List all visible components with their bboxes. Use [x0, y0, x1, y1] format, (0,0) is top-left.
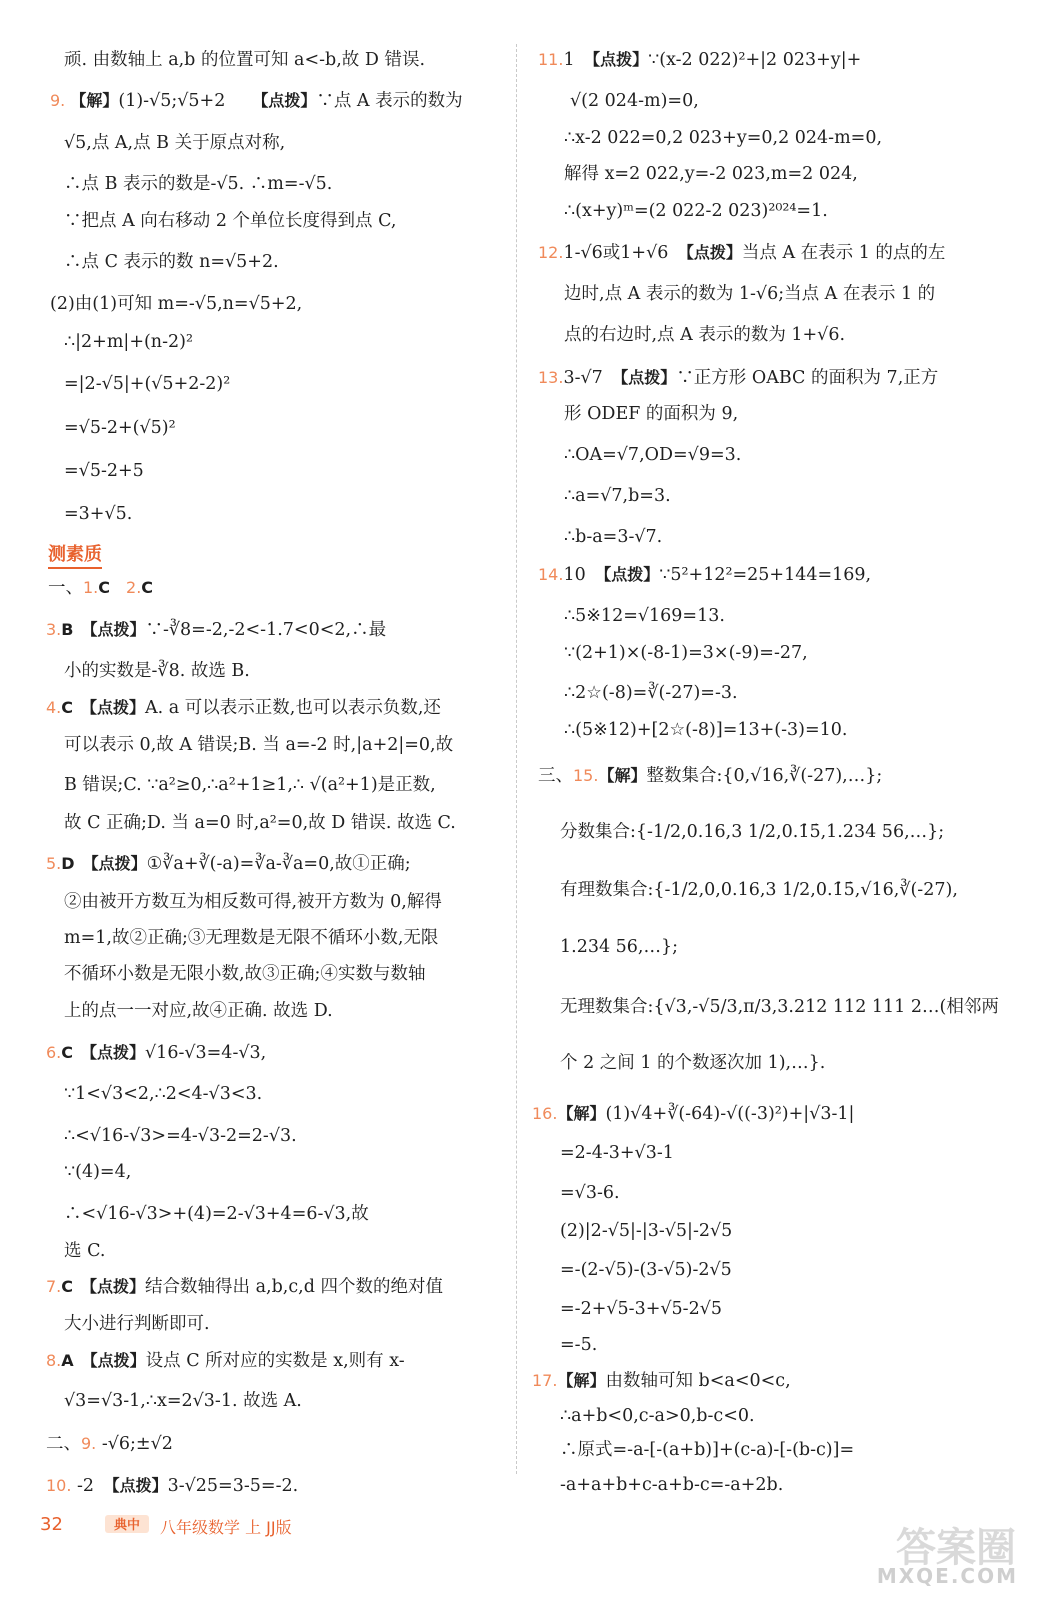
text-line	[64, 459, 144, 483]
column-divider	[516, 44, 517, 1474]
text-segment: =-(2-√5)-(3-√5)-2√5	[560, 1260, 732, 1280]
text-segment: 由数轴可知 b<a<0<c,	[605, 1371, 791, 1391]
text-line	[538, 48, 861, 72]
note-tag: 【点拨】	[89, 1043, 146, 1062]
text-segment: ∵把点 A 向右移动 2 个单位长度得到点 C,	[64, 211, 397, 231]
text-line	[560, 1051, 825, 1075]
text-segment: 解得 x=2 022,y=-2 023,m=2 024,	[564, 164, 858, 184]
text-line	[46, 852, 411, 876]
text-line	[560, 1219, 732, 1243]
text-segment: 结合数轴得出 a,b,c,d 四个数的绝对值	[145, 1277, 443, 1297]
watermark-logo: 答案圈	[896, 1525, 1016, 1571]
text-line	[64, 773, 436, 797]
text-segment: √3=√3-1,∴x=2√3-1. 故选 A.	[64, 1391, 302, 1411]
text-line	[64, 1124, 297, 1148]
text-segment: ∵正方形 OABC 的面积为 7,正方	[676, 368, 939, 388]
text-segment: 无理数集合:{√3,-√5/3,π/3,3.212 112 111 2…(相邻两	[560, 997, 999, 1017]
text-segment: ∴5※12=√169=13.	[564, 606, 725, 626]
text-segment: 3-√7	[563, 368, 621, 388]
question-number: 16.	[532, 1104, 558, 1123]
text-line	[64, 330, 193, 354]
answer-letter: C	[141, 578, 154, 597]
text-segment: (2)由(1)可知 m=-√5,n=√5+2,	[50, 294, 303, 314]
text-segment: ∵-∛8=-2,-2<-1.7<0<2,∴最	[145, 620, 387, 640]
text-segment: =|2-√5|+(√5+2-2)²	[64, 374, 231, 394]
text-segment: =√5-2+5	[64, 461, 144, 481]
text-segment: 当点 A 在表示 1 的点的左	[741, 243, 946, 263]
text-segment: 小的实数是-∛8. 故选 B.	[64, 661, 250, 681]
text-segment: ∴a=√7,b=3.	[564, 486, 671, 506]
question-number: 12.	[538, 243, 564, 262]
text-segment: √(2 024-m)=0,	[570, 91, 699, 111]
note-tag: 【点拨】	[260, 91, 317, 110]
text-line	[64, 1160, 131, 1184]
answer-letter: C	[61, 698, 90, 717]
text-line	[564, 718, 848, 742]
text-segment: ∵(x-2 022)²+|2 023+y|+	[648, 50, 862, 70]
text-line	[560, 1438, 854, 1462]
text-line	[64, 890, 442, 914]
text-segment: A. a 可以表示正数,也可以表示负数,还	[145, 698, 441, 718]
text-segment: 形 ODEF 的面积为 9,	[564, 404, 739, 424]
text-line	[564, 681, 738, 705]
text-line	[64, 172, 332, 196]
text-segment: 一、	[48, 578, 83, 598]
note-tag: 【点拨】	[89, 1351, 146, 1370]
text-line	[560, 1181, 620, 1205]
text-segment: 点的右边时,点 A 表示的数为 1+√6.	[564, 325, 846, 345]
text-segment: ∴OA=√7,OD=√9=3.	[564, 445, 742, 465]
text-line	[46, 1041, 266, 1065]
text-segment: 有理数集合:{-1/2,0,0.16,3 1/2,0.1̇5̇,√16,∛(-27),	[560, 880, 958, 900]
text-line	[564, 162, 858, 186]
note-tag: 【点拨】	[89, 1277, 146, 1296]
note-tag: 【解】	[598, 766, 647, 785]
question-number: 2.	[126, 578, 142, 597]
text-segment: (1)-√5;√5+2	[118, 91, 261, 111]
text-line	[564, 282, 935, 306]
text-line	[560, 1297, 722, 1321]
text-line	[560, 995, 999, 1019]
text-segment: ∴原式=-a-[-(a+b)]+(c-a)-[-(b-c)]=	[560, 1440, 855, 1460]
question-number: 9.	[81, 1434, 97, 1453]
text-segment: 选 C.	[64, 1241, 106, 1261]
text-line	[64, 209, 396, 233]
note-tag: 【解】	[557, 1371, 606, 1390]
answer-letter: D	[61, 854, 91, 873]
text-line	[64, 733, 453, 757]
text-segment: ∴(5※12)+[2☆(-8)]=13+(-3)=10.	[564, 720, 848, 740]
text-segment: ①∛a+∛(-a)=∛a-∛a=0,故①正确;	[146, 854, 411, 874]
text-segment: ∴a+b<0,c-a>0,b-c<0.	[560, 1406, 755, 1426]
text-segment: ∴<√16-√3>=4-√3-2=2-√3.	[64, 1126, 297, 1146]
text-segment: 设点 C 所对应的实数是 x,则有 x-	[145, 1351, 405, 1371]
text-segment: 上的点一一对应,故④正确. 故选 D.	[64, 1001, 333, 1021]
text-line	[46, 696, 441, 720]
question-number: 5.	[46, 854, 62, 873]
text-segment: 二、	[46, 1434, 81, 1454]
text-segment: 分数集合:{-1/2,0.16,3 1/2,0.1̇5̇,1.234 56,…};	[560, 822, 945, 842]
text-line	[564, 323, 845, 347]
brand-logo-icon	[104, 1512, 150, 1536]
text-segment: ∵5²+12²=25+144=169,	[659, 565, 872, 585]
question-number: 6.	[46, 1043, 62, 1062]
watermark-url: MXQE.COM	[876, 1564, 1018, 1588]
text-segment: =-5.	[560, 1335, 598, 1355]
page-number: 32	[40, 1514, 63, 1535]
text-line	[532, 1102, 854, 1126]
question-number: 11.	[538, 50, 564, 69]
text-segment: =2-4-3+√3-1	[560, 1143, 674, 1163]
text-segment: 1-√6或1+√6	[563, 243, 686, 263]
answer-letter: C	[61, 1277, 90, 1296]
text-segment: √5,点 A,点 B 关于原点对称,	[64, 133, 286, 153]
answer-letter: C	[98, 578, 127, 597]
text-segment: (2)|2-√5|-|3-√5|-2√5	[560, 1221, 733, 1241]
text-line	[560, 935, 678, 959]
text-line	[532, 1369, 791, 1393]
text-segment: 1	[563, 50, 593, 70]
text-line	[64, 502, 132, 526]
text-line	[560, 1141, 674, 1165]
text-line	[48, 576, 153, 600]
question-number: 17.	[532, 1371, 558, 1390]
text-segment: (1)√4+∛(-64)-√((-3)²)+|√3-1|	[605, 1104, 855, 1124]
text-line	[564, 443, 741, 467]
text-line	[560, 820, 944, 844]
note-tag: 【点拨】	[685, 243, 742, 262]
text-line	[64, 416, 176, 440]
answer-letter: C	[61, 1043, 90, 1062]
text-segment: 不循环小数是无限小数,故③正确;④实数与数轴	[64, 964, 426, 984]
question-number: 15.	[573, 766, 599, 785]
text-segment: 个 2 之间 1 的个数逐次加 1),…}.	[560, 1053, 826, 1073]
text-segment: B 错误;C. ∵a²≥0,∴a²+1≥1,∴ √(a²+1)是正数,	[64, 775, 436, 795]
text-line	[538, 563, 871, 587]
note-tag: 【点拨】	[592, 50, 649, 69]
watermark	[834, 1510, 1024, 1590]
text-segment: 10	[563, 565, 604, 585]
text-segment: ∵点 A 表示的数为	[316, 91, 463, 111]
text-segment: ∴x-2 022=0,2 023+y=0,2 024-m=0,	[564, 128, 883, 148]
text-line	[564, 199, 828, 223]
text-segment: ∴<√16-√3>+(4)=2-√3+4=6-√3,故	[64, 1204, 369, 1224]
text-segment: -√6;±√2	[96, 1434, 173, 1454]
question-number: 1.	[83, 578, 99, 597]
question-number: 3.	[46, 620, 62, 639]
text-line	[64, 1239, 105, 1263]
text-line	[560, 1258, 732, 1282]
text-line	[64, 659, 250, 683]
text-line	[64, 1082, 262, 1106]
text-segment: ∵(4)=4,	[64, 1162, 132, 1182]
text-segment: 三、	[538, 766, 573, 786]
text-segment: ∴点 C 表示的数 n=√5+2.	[64, 252, 279, 272]
text-line	[570, 89, 699, 113]
text-line	[538, 241, 945, 265]
text-line	[46, 1474, 298, 1498]
note-tag: 【点拨】	[111, 1476, 168, 1495]
text-segment: -a+a+b+c-a+b-c=-a+2b.	[560, 1475, 784, 1495]
note-tag: 【解】	[70, 91, 119, 110]
text-segment: ∴b-a=3-√7.	[564, 527, 663, 547]
text-segment: ∵1<√3<2,∴2<4-√3<3.	[64, 1084, 263, 1104]
text-segment: 3-√25=3-5=-2.	[167, 1476, 299, 1496]
text-line	[564, 126, 882, 150]
text-line	[50, 292, 302, 316]
answer-letter: A	[61, 1351, 90, 1370]
text-segment: 故 C 正确;D. 当 a=0 时,a²=0,故 D 错误. 故选 C.	[64, 813, 456, 833]
text-segment: ∴(x+y)ᵐ=(2 022-2 023)²⁰²⁴=1.	[564, 201, 828, 221]
svg-text:典中: 典中	[113, 1518, 141, 1533]
text-segment: -2	[71, 1476, 112, 1496]
book-title: 八年级数学 上 JJ版	[160, 1518, 292, 1537]
text-line	[64, 131, 285, 155]
text-line	[50, 89, 463, 113]
text-segment: ∴点 B 表示的数是-√5. ∴m=-√5.	[64, 174, 333, 194]
text-line	[560, 1404, 755, 1428]
answer-letter: B	[61, 620, 90, 639]
note-tag: 【解】	[557, 1104, 606, 1123]
text-segment: √16-√3=4-√3,	[145, 1043, 267, 1063]
text-segment: 整数集合:{0,√16,∛(-27),…};	[646, 766, 883, 786]
text-line	[64, 1202, 369, 1226]
text-line	[46, 1432, 173, 1456]
text-line	[560, 1473, 783, 1497]
text-segment: 顽. 由数轴上 a,b 的位置可知 a<-b,故 D 错误.	[64, 50, 426, 70]
section-label: 测素质	[48, 540, 102, 569]
text-line	[64, 372, 230, 396]
text-line	[46, 1275, 443, 1299]
text-segment: =√5-2+(√5)²	[64, 418, 176, 438]
text-line	[46, 618, 386, 642]
text-line	[538, 764, 882, 788]
question-number: 13.	[538, 368, 564, 387]
text-segment: ∴|2+m|+(n-2)²	[64, 332, 193, 352]
text-segment: =3+√5.	[64, 504, 133, 524]
text-segment: 大小进行判断即可.	[64, 1314, 210, 1334]
text-line	[64, 999, 333, 1023]
text-line	[564, 525, 662, 549]
text-line	[64, 250, 279, 274]
text-segment: 可以表示 0,故 A 错误;B. 当 a=-2 时,|a+2|=0,故	[64, 735, 454, 755]
text-segment: m=1,故②正确;③无理数是无限不循环小数,无限	[64, 928, 439, 948]
text-line	[64, 1389, 302, 1413]
note-tag: 【点拨】	[90, 854, 147, 873]
question-number: 9.	[50, 91, 71, 110]
text-segment: ∴2☆(-8)=∛(-27)=-3.	[564, 683, 738, 703]
text-line	[46, 1349, 405, 1373]
text-segment: ∵(2+1)×(-8-1)=3×(-9)=-27,	[564, 643, 808, 663]
text-segment: 1.234 56,…};	[560, 937, 679, 957]
note-tag: 【点拨】	[620, 368, 677, 387]
text-line	[538, 366, 938, 390]
text-line	[564, 402, 738, 426]
question-number: 4.	[46, 698, 62, 717]
text-segment: ②由被开方数互为相反数可得,被开方数为 0,解得	[64, 892, 442, 912]
text-line	[64, 811, 456, 835]
note-tag: 【点拨】	[89, 698, 146, 717]
question-number: 8.	[46, 1351, 62, 1370]
text-segment: 边时,点 A 表示的数为 1-√6;当点 A 在表示 1 的	[564, 284, 936, 304]
text-line	[564, 641, 808, 665]
text-segment: =√3-6.	[560, 1183, 620, 1203]
text-segment: =-2+√5-3+√5-2√5	[560, 1299, 722, 1319]
question-number: 10.	[46, 1476, 72, 1495]
note-tag: 【点拨】	[89, 620, 146, 639]
note-tag: 【点拨】	[603, 565, 660, 584]
text-line	[564, 604, 725, 628]
text-line	[64, 48, 425, 72]
question-number: 7.	[46, 1277, 62, 1296]
question-number: 14.	[538, 565, 564, 584]
text-line	[560, 878, 958, 902]
text-line	[64, 1312, 210, 1336]
text-line	[64, 926, 438, 950]
text-line	[64, 962, 425, 986]
text-line	[560, 1333, 597, 1357]
text-line	[564, 484, 671, 508]
